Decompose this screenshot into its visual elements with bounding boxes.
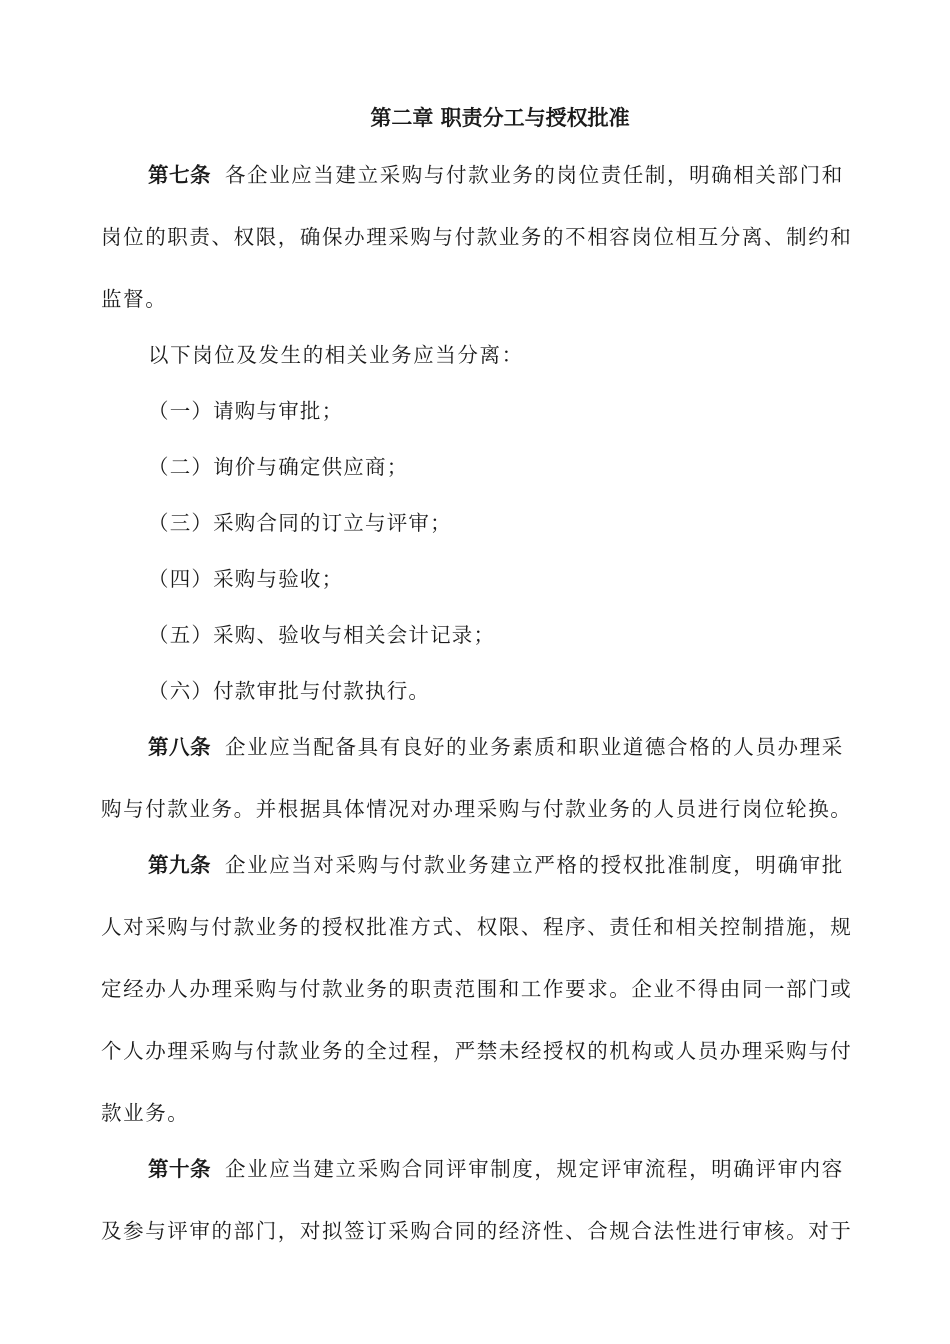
article-9-line-4: 个人办理采购与付款业务的全过程，严禁未经授权的机构或人员办理采购与付 [101, 1039, 853, 1063]
article-10-text-1: 企业应当建立采购合同评审制度，规定评审流程，明确评审内容 [225, 1157, 844, 1181]
separation-item-1: （一）请购与审批； [148, 399, 344, 423]
article-8-line-1 [148, 732, 908, 762]
chapter-title: 第二章 职责分工与授权批准 [370, 106, 630, 130]
article-10-line-1 [148, 1154, 908, 1184]
article-7-text-1: 各企业应当建立采购与付款业务的岗位责任制，明确相关部门和 [225, 163, 844, 187]
article-9-line-2: 人对采购与付款业务的授权批准方式、权限、程序、责任和相关控制措施，规 [101, 915, 853, 939]
article-7-line-1 [148, 160, 908, 190]
article-10-label: 第十条 [148, 1157, 211, 1181]
article-7-line-3: 监督。 [101, 287, 168, 311]
separation-intro: 以下岗位及发生的相关业务应当分离： [148, 343, 524, 367]
separation-item-2: （二）询价与确定供应商； [148, 455, 409, 479]
article-10-line-2: 及参与评审的部门，对拟签订采购合同的经济性、合规合法性进行审核。对于 [101, 1219, 853, 1243]
article-7-label: 第七条 [148, 163, 211, 187]
article-9-text-1: 企业应当对采购与付款业务建立严格的授权批准制度，明确审批 [225, 853, 844, 877]
article-8-text-1: 企业应当配备具有良好的业务素质和职业道德合格的人员办理采 [225, 735, 844, 759]
article-9-line-1 [148, 850, 908, 880]
article-7-line-2: 岗位的职责、权限，确保办理采购与付款业务的不相容岗位相互分离、制约和 [101, 225, 853, 249]
article-9-line-5: 款业务。 [101, 1101, 190, 1125]
article-9-line-3: 定经办人办理采购与付款业务的职责范围和工作要求。企业不得由同一部门或 [101, 977, 853, 1001]
separation-item-6: （六）付款审批与付款执行。 [148, 679, 431, 703]
article-8-line-2: 购与付款业务。并根据具体情况对办理采购与付款业务的人员进行岗位轮换。 [101, 797, 853, 821]
article-8-label: 第八条 [148, 735, 211, 759]
separation-item-5: （五）采购、验收与相关会计记录； [148, 623, 496, 647]
article-9-label: 第九条 [148, 853, 211, 877]
separation-item-3: （三）采购合同的订立与评审； [148, 511, 452, 535]
separation-item-4: （四）采购与验收； [148, 567, 344, 591]
